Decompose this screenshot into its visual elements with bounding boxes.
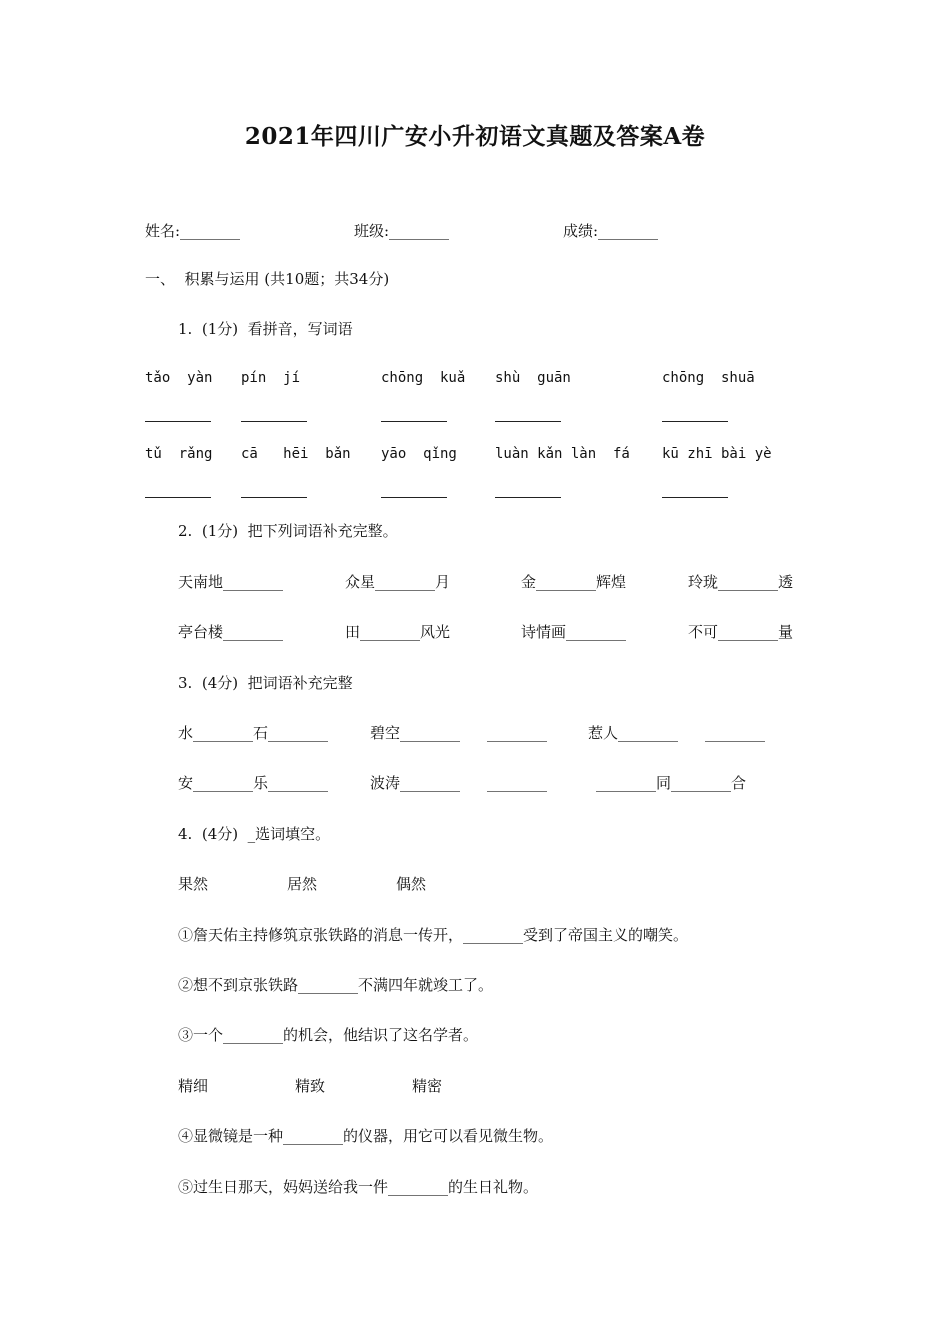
- document-title: 2021年四川广安小升初语文真题及答案A卷: [244, 123, 706, 150]
- section-heading: 一、 积累与运用 (共10题；共34分): [145, 270, 390, 288]
- pinyin-item: luàn kǎn làn fá: [495, 446, 630, 462]
- sentence-5: ⑤过生日那天，妈妈送给我一件________的生日礼物。: [178, 1178, 539, 1196]
- word-option: 精细: [178, 1077, 209, 1095]
- question-3-heading: 3. (4分) 把词语补充完整: [178, 674, 353, 692]
- fill-item: ________: [487, 724, 547, 742]
- fill-item: 安________乐________: [178, 774, 329, 792]
- answer-blank[interactable]: [495, 497, 561, 498]
- fill-item: 诗情画________: [521, 623, 627, 641]
- answer-blank[interactable]: [145, 421, 211, 422]
- answer-blank[interactable]: [241, 497, 307, 498]
- pinyin-item: tǎo yàn: [145, 370, 213, 386]
- question-1-heading: 1. (1分) 看拼音，写词语: [178, 320, 353, 338]
- answer-blank[interactable]: [495, 421, 561, 422]
- fill-item: 天南地________: [178, 573, 284, 591]
- question-2-heading: 2. (1分) 把下列词语补充完整。: [178, 522, 398, 540]
- fill-item: 惹人________: [588, 724, 679, 742]
- pinyin-item: pín jí: [241, 370, 301, 386]
- word-option: 精致: [295, 1077, 326, 1095]
- pinyin-item: chōng kuǎ: [381, 370, 466, 386]
- class-field: 班级:________: [354, 222, 450, 240]
- answer-blank[interactable]: [381, 421, 447, 422]
- word-option: 居然: [287, 875, 318, 893]
- fill-item: 玲珑________透: [688, 573, 794, 591]
- score-field: 成绩:________: [563, 222, 659, 240]
- fill-item: 波涛________: [370, 774, 461, 792]
- fill-item: 不可________量: [688, 623, 794, 641]
- sentence-1: ①詹天佑主持修筑京张铁路的消息一传开，________受到了帝国主义的嘲笑。: [178, 926, 689, 944]
- fill-item: 碧空________: [370, 724, 461, 742]
- pinyin-item: kū zhī bài yè: [662, 446, 772, 462]
- sentence-3: ③一个________的机会，他结识了这名学者。: [178, 1026, 479, 1044]
- word-option: 果然: [178, 875, 209, 893]
- pinyin-item: shù guān: [495, 370, 571, 386]
- answer-blank[interactable]: [662, 497, 728, 498]
- sentence-4: ④显微镜是一种________的仪器，用它可以看见微生物。: [178, 1127, 554, 1145]
- pinyin-item: yāo qǐng: [381, 446, 457, 462]
- answer-blank[interactable]: [241, 421, 307, 422]
- fill-item: ________同________合: [596, 774, 747, 792]
- fill-item: ________: [705, 724, 765, 742]
- fill-item: 金________辉煌: [521, 573, 627, 591]
- answer-blank[interactable]: [381, 497, 447, 498]
- fill-item: 田________风光: [345, 623, 451, 641]
- question-4-heading: 4. (4分) _选词填空。: [178, 825, 331, 843]
- pinyin-item: chōng shuā: [662, 370, 755, 386]
- pinyin-item: cā hēi bǎn: [241, 446, 351, 462]
- fill-item: ________: [487, 774, 547, 792]
- sentence-2: ②想不到京张铁路________不满四年就竣工了。: [178, 976, 494, 994]
- fill-item: 众星________月: [345, 573, 451, 591]
- name-field: 姓名:________: [145, 222, 241, 240]
- pinyin-item: tǔ rǎng: [145, 446, 213, 462]
- word-option: 精密: [412, 1077, 443, 1095]
- answer-blank[interactable]: [145, 497, 211, 498]
- fill-item: 水________石________: [178, 724, 329, 742]
- word-option: 偶然: [396, 875, 427, 893]
- answer-blank[interactable]: [662, 421, 728, 422]
- fill-item: 亭台楼________: [178, 623, 284, 641]
